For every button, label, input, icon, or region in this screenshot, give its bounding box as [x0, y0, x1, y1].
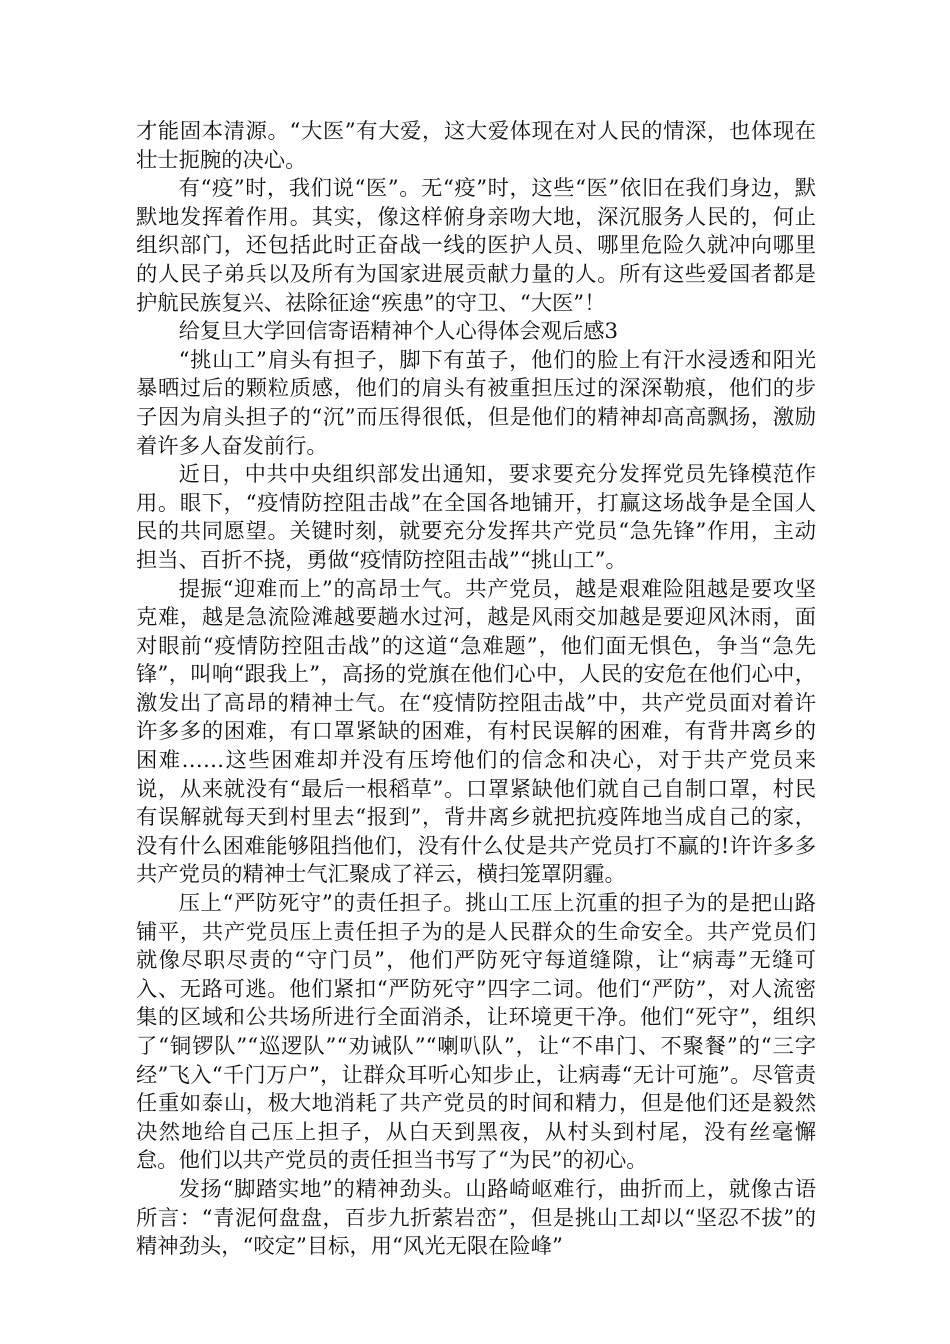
paragraph-4: “挑山工”肩头有担子，脚下有茧子，他们的脸上有汗水浸透和阳光暴晒过后的颗粒质感，他们的肩头有被重担压过的深深勒痕，他们的步子因为肩头担子的“沉”而压得很低，但是他们的精神却高高飘扬，激励着许多人奋发前行。 [136, 347, 816, 459]
paragraph-5: 近日，中共中央组织部发出通知，要求要充分发挥党员先锋模范作用。眼下，“疫情防控阻击战”在全国各地铺开，打赢这场战争是全国人民的共同愿望。关键时刻，就要充分发挥共产党员“急先锋”作用，主动担当、百折不挠，勇做“疫情防控阻击战”“挑山工”。 [136, 462, 816, 573]
paragraph-6: 提振“迎难而上”的高昂士气。共产党员，越是艰难险阻越是要攻坚克难，越是急流险滩越要趟水过河，越是风雨交加越是要迎风沐雨，面对眼前“疫情防控阻击战”的这道“急难题”，他们面无惧色，争当“急先锋”，叫响“跟我上”，高扬的党旗在他们心中，人民的安危在他们心中，激发出了高昂的精神士气。在“疫情防控阻击战”中，共产党员面对着许许多多的困难，有口罩紧缺的困难，有村民误解的困难，有背井离乡的困难……这些困难却并没有压垮他们的信念和决心，对于共产党员来说，从来就没有“最后一根稻草”。口罩紧缺他们就自己自制口罩，村民有误解就每天到村里去“报到”，背井离乡就把抗疫阵地当成自己的家，没有什么困难能够阻挡他们，没有什么仗是共产党员打不赢的!许许多多共产党员的精神士气汇聚成了祥云，横扫笼罩阴霾。 [136, 576, 816, 888]
paragraph-7: 压上“严防死守”的责任担子。挑山工压上沉重的担子为的是把山路铺平，共产党员压上责任担子为的是人民群众的生命安全。共产党员们就像尽职尽责的“守门员”，他们严防死守每道缝隙，让“病毒”无缝可入、无路可逃。他们紧扣“严防死守”四字二词。他们“严防”，对人流密集的区域和公共场所进行全面消杀，让环境更干净。他们“死守”，组织了“铜锣队”“巡逻队”“劝诫队”“喇叭队”，让“不串门、不聚餐”的“三字经”飞入“千门万户”，让群众耳听心知步止，让病毒“无计可施”。尽管责任重如泰山，极大地消耗了共产党员的时间和精力，但是他们还是毅然决然地给自己压上担子，从白天到黑夜，从村头到村尾，没有丝毫懈怠。他们以共产党员的责任担当书写了“为民”的初心。 [136, 891, 816, 1174]
paragraph-2: 有“疫”时，我们说“医”。无“疫”时，这些“医”依旧在我们身边，默默地发挥着作用。其实，像这样俯身亲吻大地，深沉服务人民的，何止组织部门，还包括此时正奋战一线的医护人员、哪里危险久就冲向哪里的人民子弟兵以及所有为国家进展贡献力量的人。所有这些爱国者都是护航民族复兴、祛除征途“疾患”的守卫、“大医”！ [136, 176, 816, 316]
section-heading: 给复旦大学回信寄语精神个人心得体会观后感3 [178, 319, 619, 345]
paragraph-8: 发扬“脚踏实地”的精神劲头。山路崎岖难行，曲折而上，就像古语所言：“青泥何盘盘，百步九折萦岩峦”，但是挑山工却以“坚忍不拔”的精神劲头，“咬定”目标，用“风光无限在险峰” [136, 1176, 816, 1260]
document-page [136, 118, 816, 1262]
paragraph-1: 才能固本清源。“大医”有大爱，这大爱体现在对人民的情深，也体现在壮士扼腕的决心。 [136, 119, 816, 173]
